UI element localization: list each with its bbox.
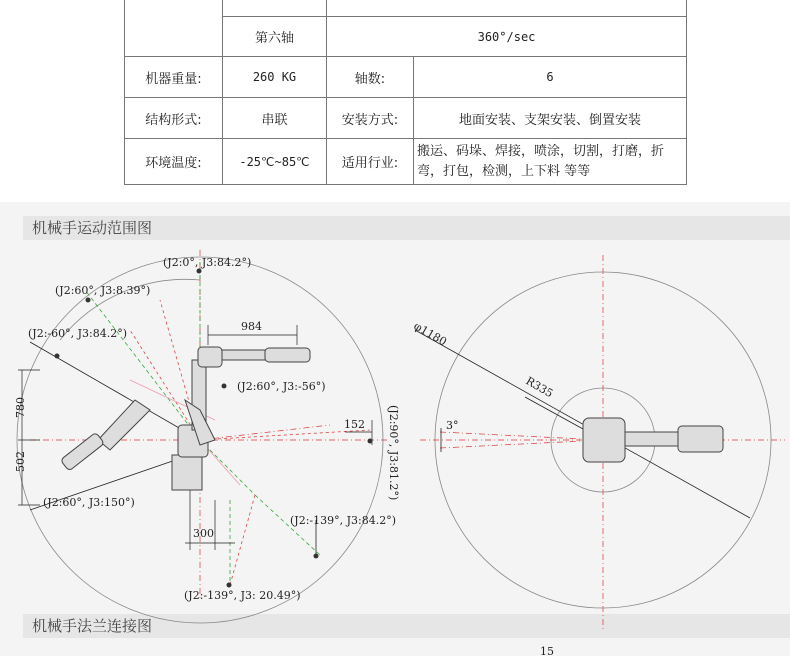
page-number: 15: [540, 645, 554, 656]
marker-p7: [314, 554, 319, 559]
marker-p3: [55, 354, 60, 359]
spec-structure-label: 结构形式:: [125, 98, 223, 139]
spec-temp-value: -25℃~85℃: [223, 139, 327, 185]
spec-mount-label: 安装方式:: [327, 98, 414, 139]
section-title-flange: 机械手法兰连接图: [23, 614, 790, 638]
sweep-red-4: [230, 495, 255, 585]
top-robot-base: [583, 418, 625, 462]
label-p7: (J2:-139°, J3:84.2°): [290, 514, 397, 527]
spec-weight-value: 260 KG: [223, 57, 327, 98]
label-p3: (J2:-60°, J3:84.2°): [28, 327, 128, 340]
top-robot-wrist: [678, 426, 723, 452]
dim-label-502: 502: [14, 451, 27, 472]
marker-p5: [368, 439, 373, 444]
label-p8: (J2:-139°, J3: 20.49°): [184, 589, 301, 602]
top-label-angle: 3°: [446, 419, 459, 432]
spec-temp-label: 环境温度:: [125, 139, 223, 185]
marker-p4: [222, 384, 227, 389]
robot-base: [172, 455, 202, 490]
dim-label-984: 984: [241, 320, 262, 333]
spec-axis6-speed: 360°/sec: [327, 17, 687, 57]
label-p6: (J2:60°, J3:150°): [43, 496, 135, 509]
top-label-r: R335: [523, 374, 556, 401]
top-label-phi: φ1180: [411, 319, 449, 349]
robot-wrist: [265, 348, 310, 362]
dim-label-152: 152: [344, 418, 365, 431]
spec-mount-value: 地面安装、支架安装、倒置安装: [414, 98, 687, 139]
top-robot-arm: [625, 432, 680, 446]
top-angle-line-1: [440, 432, 603, 440]
sweep-red-3: [200, 430, 370, 440]
robot-wrist-tilted: [60, 432, 104, 471]
spec-axes-value: 6: [414, 57, 687, 98]
section-title-motion-range: 机械手运动范围图: [23, 216, 790, 240]
robot-forearm: [222, 350, 267, 360]
reach-line-right: [200, 425, 330, 440]
marker-p1: [197, 269, 202, 274]
marker-p2: [86, 298, 91, 303]
robot-arm-tilted: [98, 400, 150, 450]
label-p1: (J2:0°, J3:84.2°): [163, 256, 252, 269]
spec-weight-label: 机器重量:: [125, 57, 223, 98]
label-p4: (J2:60°, J3:-56°): [237, 380, 326, 393]
top-angle-line-2: [440, 440, 603, 448]
dim-label-300: 300: [193, 527, 214, 540]
spec-axes-label: 轴数:: [327, 57, 414, 98]
marker-p8: [227, 583, 232, 588]
spec-industry-label: 适用行业:: [327, 139, 414, 185]
spec-structure-value: 串联: [223, 98, 327, 139]
dim-label-780: 780: [14, 397, 27, 418]
label-p5: (J2:90°, J3:81.2°): [387, 405, 400, 501]
label-p2: (J2:60°, J3:8.39°): [55, 284, 151, 297]
robot-elbow: [198, 347, 222, 367]
robot-side-view: [60, 347, 310, 490]
spec-axis6-label: 第六轴: [223, 17, 327, 57]
spec-industry-value: 搬运、码垛、焊接，喷涂，切割，打磨，折弯，打包，检测，上下料 等等: [414, 139, 687, 185]
